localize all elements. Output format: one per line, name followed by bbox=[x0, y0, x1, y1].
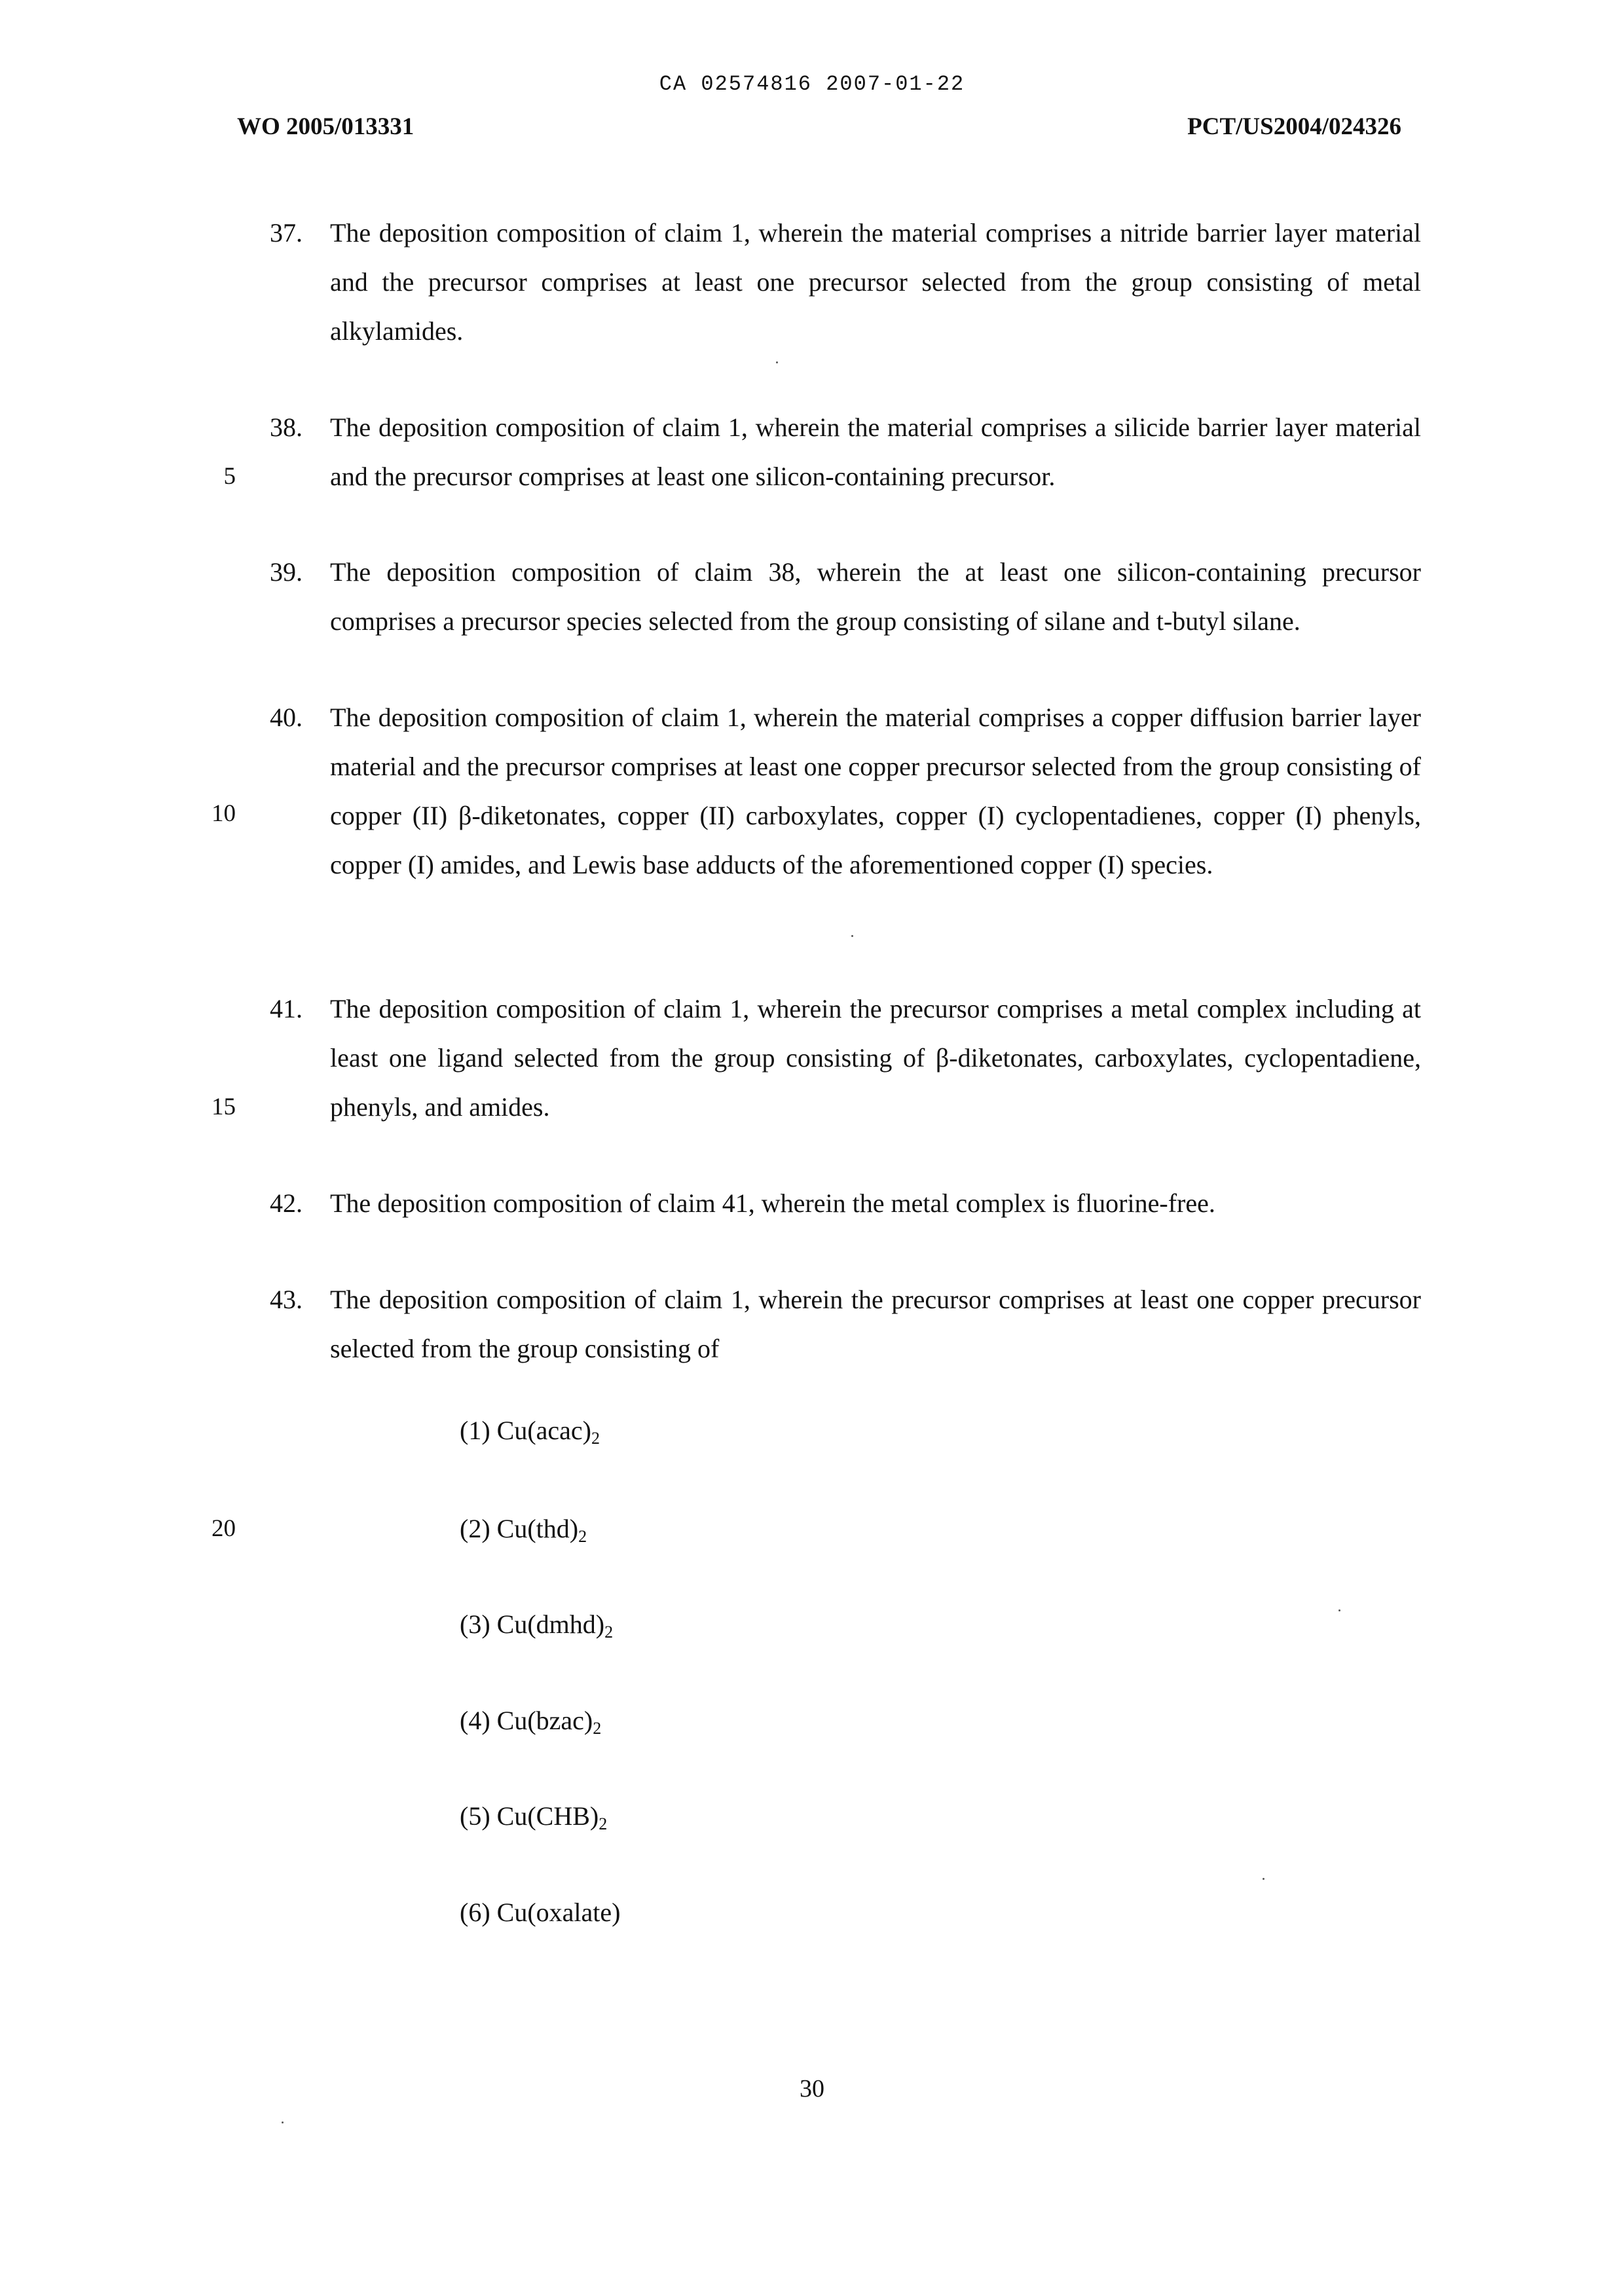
claim-number: 39. bbox=[270, 557, 303, 587]
claim-40 bbox=[270, 693, 1421, 889]
claim-number: 41. bbox=[270, 994, 303, 1023]
claim-39 bbox=[270, 547, 1421, 646]
scan-speck bbox=[282, 2121, 284, 2123]
precursor-item: (1) $Cu(acac)_2$ bbox=[460, 1416, 600, 1448]
claim-text: The deposition composition of claim 1, wherein the precursor comprises at least one copper precursor selected from the group consisting of bbox=[330, 1285, 1421, 1363]
scan-speck bbox=[776, 361, 778, 363]
line-number-5: 5 bbox=[223, 463, 236, 490]
claim-number: 37. bbox=[270, 218, 303, 248]
line-number-15: 15 bbox=[212, 1093, 236, 1120]
claim-38 bbox=[270, 403, 1421, 501]
line-number-20: 20 bbox=[212, 1515, 236, 1542]
application-number: PCT/US2004/024326 bbox=[1187, 113, 1401, 140]
claim-number: 38. bbox=[270, 413, 303, 442]
claim-41 bbox=[270, 984, 1421, 1131]
scan-speck bbox=[851, 935, 853, 937]
claim-text: The deposition composition of claim 1, wherein the material comprises a silicide barrier layer material and the precursor comprises at least one silicon-containing precursor. bbox=[330, 413, 1421, 491]
claim-42 bbox=[270, 1179, 1421, 1228]
precursor-item: (4) $Cu(bzac)_2$ bbox=[460, 1706, 602, 1738]
claim-text: The deposition composition of claim 38, wherein the at least one silicon-containing precursor comprises a precursor species selected from the group consisting of silane and t-butyl silane. bbox=[330, 557, 1421, 636]
claim-text: The deposition composition of claim 1, wherein the precursor comprises a metal complex including at least one ligand selected from the group consisting of β-diketonates, carboxylates, cyclopentadiene, phenyls, and amides. bbox=[330, 994, 1421, 1122]
precursor-item: (5) $Cu(CHB)_2$ bbox=[460, 1801, 608, 1833]
scan-speck bbox=[1338, 1609, 1340, 1611]
claim-text: The deposition composition of claim 1, wherein the material comprises a nitride barrier layer material and the precursor comprises at least one precursor selected from the group consisting of metal alkylamides. bbox=[330, 218, 1421, 346]
publication-number: WO 2005/013331 bbox=[237, 113, 415, 140]
precursor-item: (6) Cu(oxalate) bbox=[460, 1898, 621, 1927]
filing-stamp: CA 02574816 2007-01-22 bbox=[659, 72, 965, 96]
line-number-10: 10 bbox=[212, 800, 236, 827]
claim-number: 40. bbox=[270, 703, 303, 732]
claim-text: The deposition composition of claim 41, wherein the metal complex is fluorine-free. bbox=[330, 1188, 1215, 1218]
claim-text: The deposition composition of claim 1, wherein the material comprises a copper diffusion barrier layer material and the precursor comprises at least one copper precursor selected from the group consisting of copper (II) β-diketonates, copper (II) carboxylates, copper (I) cyclopentadienes, copper (I) phenyls, copper (I) amides, and Lewis base adducts of the aforementioned copper (I) species. bbox=[330, 703, 1421, 879]
precursor-item: (3) $Cu(dmhd)_2$ bbox=[460, 1609, 614, 1642]
claim-number: 43. bbox=[270, 1285, 303, 1314]
precursor-item: (2) $Cu(thd)_2$ bbox=[460, 1514, 587, 1546]
page-number: 30 bbox=[800, 2075, 824, 2102]
claim-43 bbox=[270, 1275, 1421, 1373]
scan-speck bbox=[1263, 1878, 1264, 1880]
claim-number: 42. bbox=[270, 1188, 303, 1218]
claim-37 bbox=[270, 208, 1421, 356]
